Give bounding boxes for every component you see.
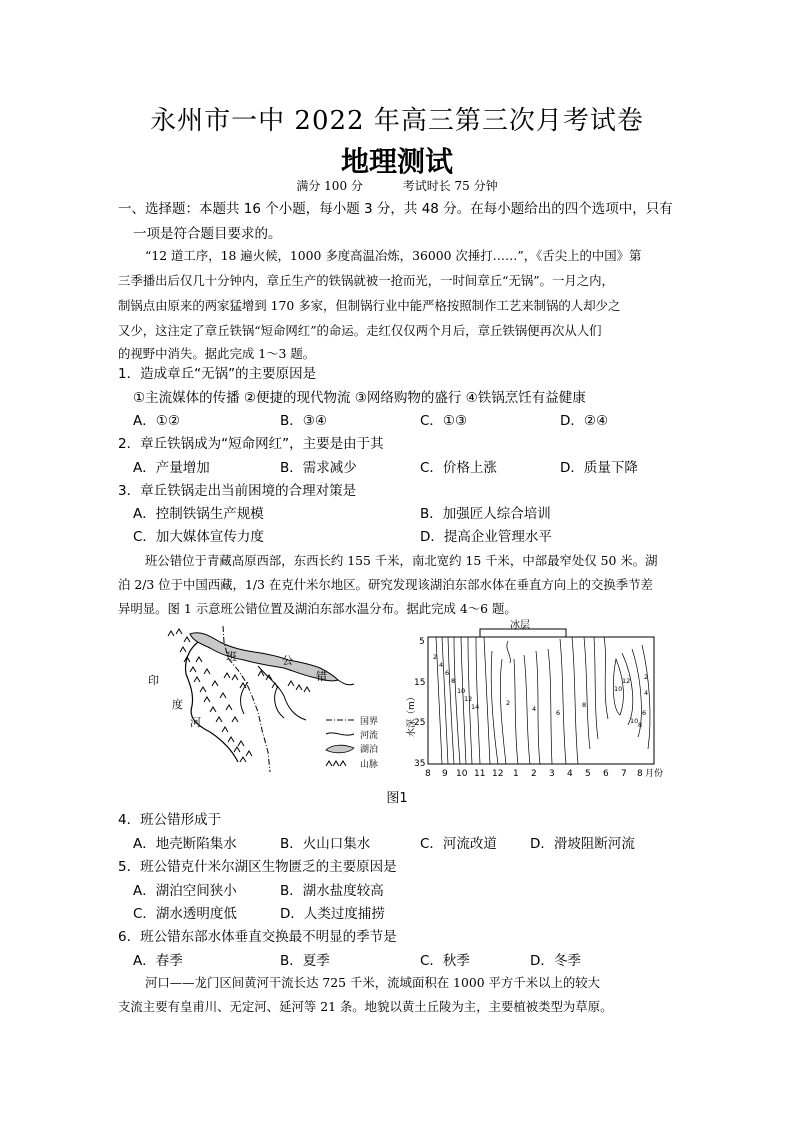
exam-meta [0, 177, 794, 194]
map-label-ban: 班 [226, 650, 237, 663]
x-tick-label: 1 [513, 769, 519, 779]
option-b: B．火山口集水 [280, 836, 371, 852]
option-c: C．①③ [420, 413, 468, 429]
contour-label: 12 [464, 695, 473, 703]
y-tick-label: 15 [414, 678, 426, 688]
contour-label: 4 [644, 689, 649, 697]
option-d: D．提高企业管理水平 [420, 529, 552, 545]
contour-label: 6 [445, 669, 450, 677]
passage1-line: 又少，这注定了章丘铁锅“短命网红”的命运。走红仅仅两个月后，章丘铁锅便再次从人们 [118, 323, 602, 338]
option-d: D．滑坡阻断河流 [530, 836, 635, 852]
x-axis [425, 767, 663, 779]
river-line [241, 682, 248, 714]
contour-label: 12 [622, 677, 631, 685]
option-b: B．湖水盐度较高 [280, 883, 384, 899]
passage1-line: 的视野中消失。据此完成 1～3 题。 [118, 346, 316, 361]
x-tick-label: 8 [425, 769, 431, 779]
passage3-line: 河口——龙门区间黄河干流长达 725 千米，流域面积在 1000 平方千米以上的较大 [145, 975, 601, 990]
x-tick-label: 6 [603, 769, 609, 779]
y-tick-label: 5 [419, 637, 425, 647]
contour-label: 10 [630, 717, 639, 725]
contour-label: 2 [506, 699, 511, 707]
option-a: A．控制铁锅生产规模 [133, 506, 264, 522]
contour-label: 8 [638, 721, 643, 729]
option-a: A．地壳断陷集水 [133, 836, 237, 852]
contour-label: 6 [556, 709, 561, 717]
contour-label: 4 [532, 705, 537, 713]
contour-label: 10 [614, 685, 623, 693]
section-instructions-cont: 一项是符合题目要求的。 [133, 226, 282, 242]
legend-lake: 湖泊 [360, 745, 379, 755]
option-a: A．春季 [133, 953, 183, 969]
y-tick-label: 25 [414, 718, 426, 728]
contour-label: 4 [439, 661, 444, 669]
contour-label-group [433, 653, 648, 729]
map-label-gong: 公 [282, 654, 293, 667]
x-tick-label: 8 [637, 769, 643, 779]
map-label-yin: 印 [148, 674, 159, 687]
passage3-line: 支流主要有皇甫川、无定河、延河等 21 条。地貌以黄土丘陵为主，主要植被类型为草原。 [118, 999, 613, 1014]
option-c: C．价格上涨 [420, 460, 497, 476]
option-b: B．夏季 [280, 953, 330, 969]
legend-mountain: 山脉 [360, 760, 379, 770]
map-legend [326, 716, 378, 770]
x-tick-label: 9 [442, 769, 448, 779]
option-c: C．河流改道 [420, 836, 497, 852]
option-b: B．加强匠人综合培训 [420, 506, 551, 522]
contour-label: 10 [457, 687, 466, 695]
x-tick-label: 10 [456, 769, 468, 779]
option-c: C．秋季 [420, 953, 470, 969]
question-stem: 1．造成章丘“无锅”的主要原因是 [118, 366, 317, 382]
contour-label: 2 [644, 673, 649, 681]
contour-label: 8 [582, 701, 587, 709]
contour-label: 2 [433, 653, 438, 661]
x-tick-label: 12 [492, 769, 504, 779]
y-tick-label: 35 [414, 759, 426, 769]
passage1-line: 三季播出后仅几十分钟内，章丘生产的铁锅就被一抢而光，一时间章丘“无锅”。一月之内， [118, 273, 614, 288]
option-c: C．加大媒体宣传力度 [133, 529, 264, 545]
question-stem: 3．章丘铁锅走出当前困境的合理对策是 [118, 483, 357, 499]
option-d: D．人类过度捕捞 [280, 906, 385, 922]
x-tick-label: 4 [567, 769, 573, 779]
passage2-line: 泊 2/3 位于中国西藏，1/3 在克什米尔地区。研究发现该湖泊东部水体在垂直方向上的交换季节差 [118, 577, 653, 592]
total-score: 满分 100 分 [296, 179, 363, 193]
x-tick-label: 3 [549, 769, 555, 779]
option-c: C．湖水透明度低 [133, 906, 237, 922]
passage2-line: 异明显。图 1 示意班公错位置及湖泊东部水温分布。据此完成 4～6 题。 [118, 601, 517, 616]
x-tick-label: 2 [531, 769, 537, 779]
passage2-line: 班公错位于青藏高原西部，东西长约 155 千米，南北宽约 15 千米，中部最窄处仅 50 米。湖 [145, 553, 658, 568]
option-b: B．需求减少 [280, 460, 357, 476]
question-stem: 2．章丘铁锅成为“短命网红”，主要是由于其 [118, 436, 384, 452]
contour-label: 8 [451, 677, 456, 685]
section-instructions: 一、选择题：本题共 16 个小题，每小题 3 分，共 48 分。在每小题给出的四个选项中，只有 [118, 201, 673, 217]
passage1-line: 制锅点由原来的两家猛增到 170 多家，但制锅行业中能严格按照制作工艺来制锅的人却少之 [118, 298, 621, 313]
exam-duration: 考试时长 75 分钟 [402, 179, 498, 193]
question-statements: ①主流媒体的传播 ②便捷的现代物流 ③网络购物的盛行 ④铁锅烹饪有益健康 [133, 390, 586, 406]
figure-map [128, 622, 410, 774]
river-line [258, 666, 306, 720]
option-a: A．湖泊空间狭小 [133, 883, 237, 899]
x-axis-unit: 月份 [645, 769, 664, 779]
question-stem: 5．班公错克什米尔湖区生物匮乏的主要原因是 [118, 859, 397, 875]
option-a: A．①② [133, 413, 180, 429]
river-line [338, 680, 354, 685]
question-stem: 6．班公错东部水体垂直交换最不明显的季节是 [118, 929, 397, 945]
option-a: A．产量增加 [133, 460, 210, 476]
option-b: B．③④ [280, 413, 327, 429]
option-d: D．冬季 [530, 953, 581, 969]
y-axis-label: 水深（m） [407, 692, 417, 737]
exam-title: 永州市一中 2022 年高三第三次月考试卷 [150, 106, 644, 136]
legend-border: 国界 [360, 717, 379, 727]
map-label-he: 河 [190, 716, 201, 729]
figure-caption: 图1 [386, 791, 408, 806]
figure-temperature-chart [406, 619, 668, 779]
exam-subject: 地理测试 [340, 145, 453, 178]
x-tick-label: 5 [585, 769, 591, 779]
ice-label: 冰层 [510, 620, 530, 631]
river-line [275, 686, 284, 718]
map-label-cuo: 错 [316, 670, 327, 683]
question-stem: 4．班公错形成于 [118, 812, 222, 828]
option-d: D．②④ [560, 413, 609, 429]
contour-label: 14 [471, 703, 480, 711]
x-tick-label: 7 [621, 769, 627, 779]
legend-river: 河流 [360, 731, 379, 741]
map-label-du: 度 [172, 698, 183, 711]
option-d: D．质量下降 [560, 460, 638, 476]
x-tick-label: 11 [474, 769, 486, 779]
passage1-line: “12 道工序，18 遍火候，1000 多度高温冶炼，36000 次捶打……”，《舌尖上的中国》第 [145, 248, 642, 263]
plot-frame [428, 637, 654, 764]
contour-label: 6 [642, 709, 647, 717]
